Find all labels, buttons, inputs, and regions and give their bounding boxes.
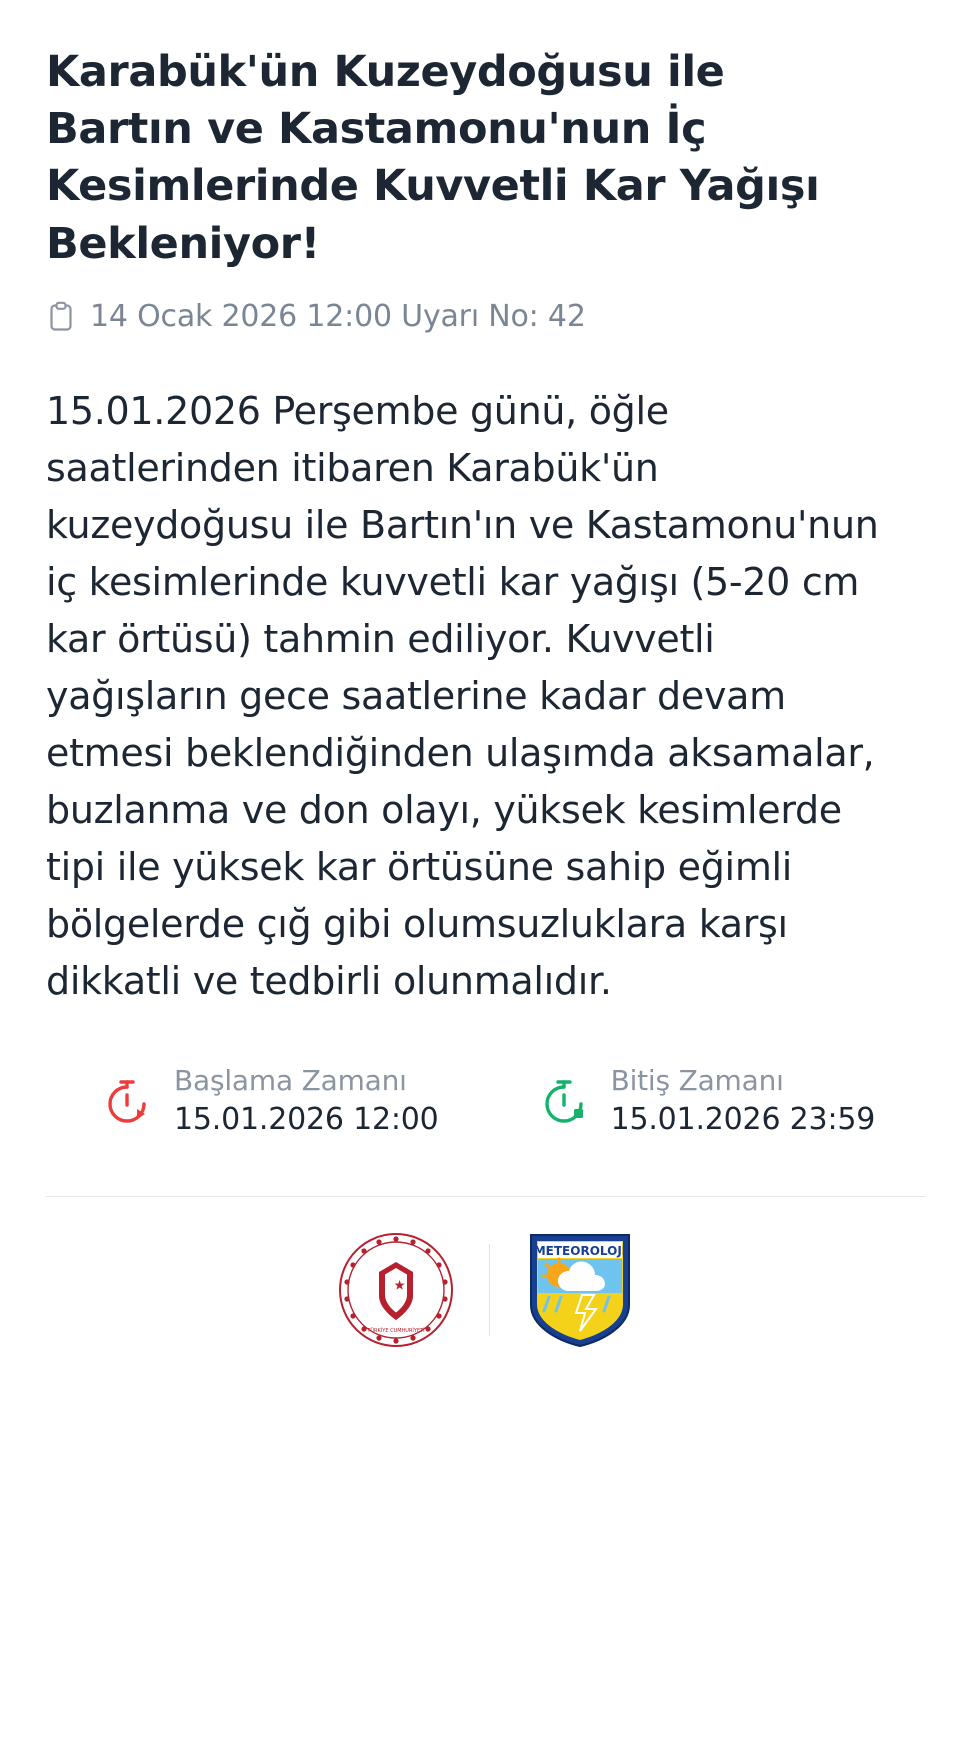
- alert-meta: [46, 299, 926, 335]
- start-time-label: Başlama Zamanı: [174, 1063, 407, 1097]
- footer-divider: [46, 1196, 926, 1197]
- start-time-value: 15.01.2026 12:00: [174, 1101, 439, 1137]
- end-time-value: 15.01.2026 23:59: [610, 1101, 876, 1137]
- end-time-label: Bitiş Zamanı: [610, 1063, 784, 1097]
- timer-stop-icon: [535, 1072, 593, 1130]
- time-section: [46, 1062, 926, 1140]
- svg-text:METEOROLOJİ: METEOROLOJİ: [533, 1244, 626, 1259]
- alert-meta-text: 14 Ocak 2026 12:00 Uyarı No: 42: [90, 298, 586, 334]
- timer-start-icon: [98, 1072, 156, 1130]
- page-title: Karabük'ün Kuzeydoğusu ile Bartın ve Kastamonu'nun İç Kesimlerinde Kuvvetli Kar Yağışı Bekleniyor!: [46, 47, 820, 269]
- end-time-block: [535, 1062, 876, 1140]
- alert-body-text: 15.01.2026 Perşembe günü, öğle saatlerinden itibaren Karabük'ün kuzeydoğusu ile Bartın'ın ve Kastamonu'nun iç kesimlerinde kuvvetli kar yağışı (5-20 cm kar örtüsü) tahmin ediliyor. Kuvvetli yağışların gece saatlerine kadar devam etmesi beklendiğinden ulaşımda aksamalar, buzlanma ve don olayı, yüksek kesimlerde tipi ile yüksek kar örtüsüne sahip eğimli bölgelerde çığ gibi olumsuzluklara karşı dikkatli ve tedbirli olunmalıdır.: [46, 388, 879, 1003]
- ministry-seal-logo: [337, 1231, 455, 1349]
- meteorology-logo: [524, 1231, 636, 1349]
- logo-separator: [489, 1244, 490, 1336]
- clipboard-icon: [46, 300, 76, 334]
- start-time-block: [98, 1062, 439, 1140]
- footer-logos: [46, 1231, 926, 1349]
- svg-text:TÜRKİYE CUMHURİYETİ: TÜRKİYE CUMHURİYETİ: [366, 1328, 425, 1335]
